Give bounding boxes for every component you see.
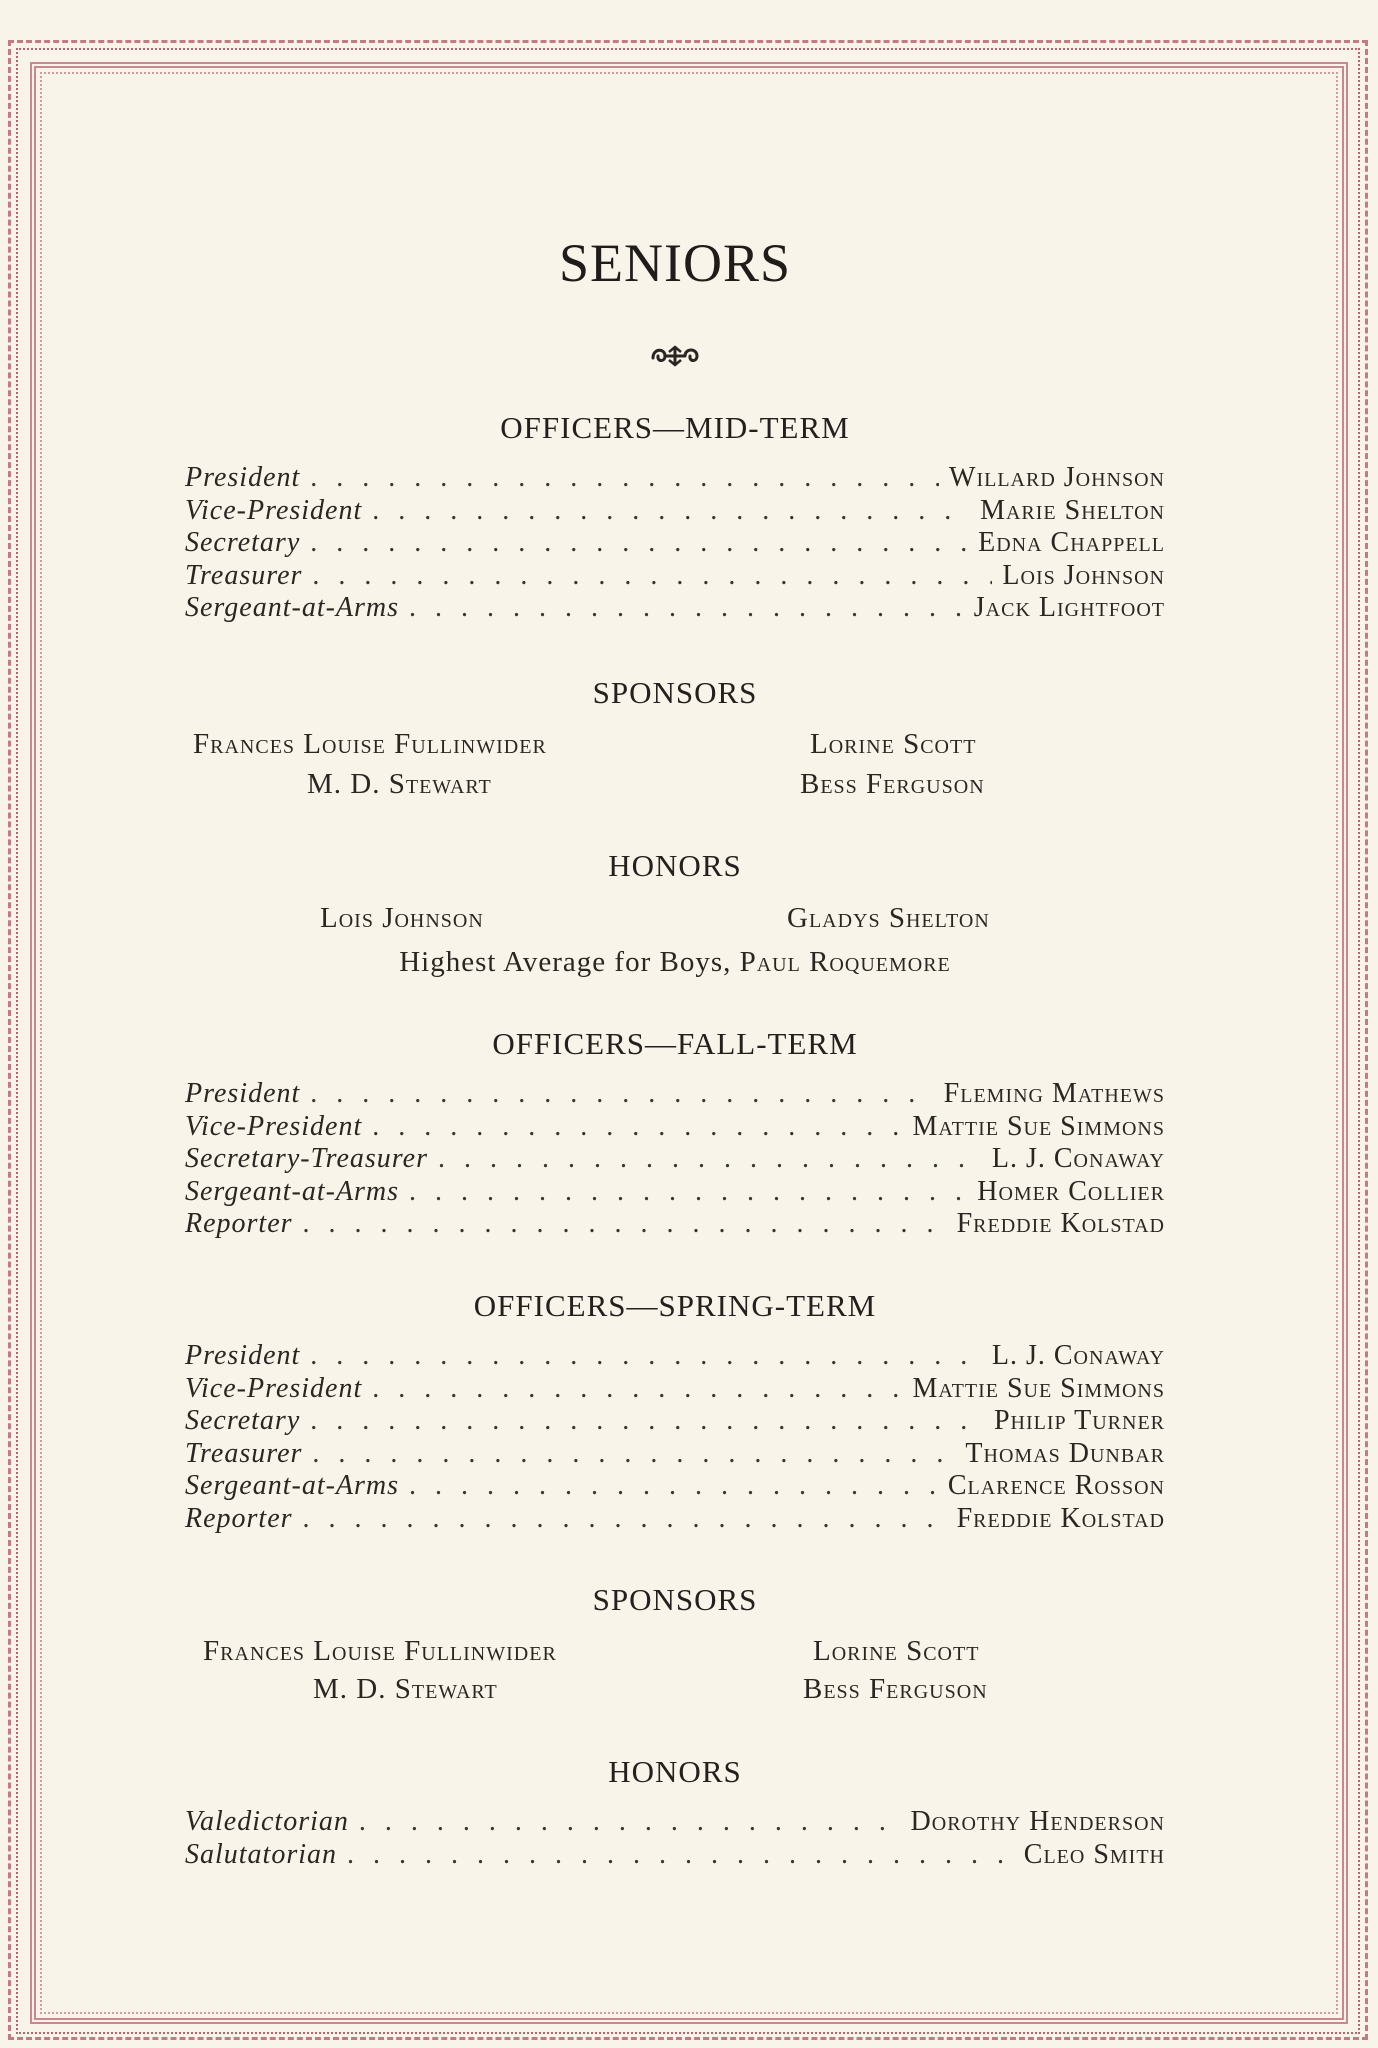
dot-leader (409, 1176, 967, 1208)
honors-row (185, 902, 1165, 942)
mid-term-sponsors-heading: SPONSORS (592, 675, 758, 710)
honoree-name: Gladys Shelton (787, 902, 990, 934)
officer-name: Willard Johnson (949, 462, 1165, 493)
officer-role: Vice-President (185, 1110, 363, 1142)
honoree-name: Lois Johnson (320, 902, 484, 934)
spring-term-honors (185, 1806, 1165, 1871)
sponsor-name: Frances Louise Fullinwider (203, 1635, 557, 1667)
highest-average-label: Highest Average for Boys, (399, 946, 732, 978)
officer-role: Vice-President (185, 1372, 363, 1404)
dot-leader (312, 560, 992, 592)
dot-leader (310, 1405, 984, 1437)
officer-name: Edna Chappell (978, 527, 1165, 558)
honor-row (185, 1839, 1165, 1872)
officer-row (185, 1111, 1165, 1144)
dot-leader (310, 527, 968, 559)
sponsor-name: Lorine Scott (813, 1635, 980, 1667)
spring-term-heading: OFFICERS—SPRING-TERM (473, 1288, 877, 1323)
dot-leader (409, 592, 964, 624)
officer-name: L. J. Conaway (991, 1143, 1165, 1174)
officer-role: President (185, 462, 301, 493)
dot-leader (372, 1111, 902, 1143)
sponsor-row (185, 1673, 1165, 1713)
sponsor-name: Bess Ferguson (800, 768, 985, 800)
officer-role: Reporter (185, 1208, 293, 1239)
honor-title: Valedictorian (185, 1806, 349, 1837)
dot-leader (372, 495, 970, 527)
officer-row (185, 1503, 1165, 1536)
officer-name: L. J. Conaway (991, 1340, 1165, 1371)
officer-role: Sergeant-at-Arms (185, 592, 400, 623)
officer-role: Secretary-Treasurer (185, 1143, 428, 1174)
mid-term-heading: OFFICERS—MID-TERM (500, 410, 850, 445)
sponsor-name: Frances Louise Fullinwider (193, 728, 547, 760)
sponsor-name: Lorine Scott (810, 728, 977, 760)
spring-term-honors-heading: HONORS (608, 1754, 742, 1789)
dot-leader (359, 1806, 901, 1838)
dot-leader (310, 462, 939, 494)
fall-term-heading: OFFICERS—FALL-TERM (492, 1026, 858, 1061)
mid-term-honors-heading: HONORS (608, 848, 742, 883)
dot-leader (303, 1503, 947, 1535)
dot-leader (372, 1373, 902, 1405)
officer-row (185, 1176, 1165, 1209)
officer-row (185, 527, 1165, 560)
officer-role: Sergeant-at-Arms (185, 1470, 400, 1501)
officer-role: Vice-President (185, 494, 363, 526)
sponsor-name: M. D. Stewart (307, 768, 492, 800)
officer-role: Sergeant-at-Arms (185, 1175, 400, 1207)
officer-row (185, 1208, 1165, 1241)
sponsor-row (185, 1635, 1165, 1675)
officer-row (185, 1143, 1165, 1176)
officer-row (185, 1405, 1165, 1438)
dot-leader (438, 1143, 982, 1175)
officer-name: Fleming Mathews (943, 1078, 1165, 1109)
highest-average-line (185, 946, 1165, 979)
officer-role: Secretary (185, 1405, 301, 1436)
sponsor-row (185, 768, 1165, 808)
officer-role: Reporter (185, 1502, 293, 1534)
officer-name: Marie Shelton (980, 494, 1165, 526)
officer-row (185, 495, 1165, 528)
officer-row (185, 560, 1165, 593)
fleuron-icon (647, 340, 703, 370)
officer-role: Treasurer (185, 1437, 303, 1469)
dot-leader (347, 1839, 1014, 1871)
officer-name: Homer Collier (977, 1175, 1165, 1207)
fall-term-officers (185, 1078, 1165, 1241)
highest-average-name: Paul Roquemore (739, 946, 951, 978)
honoree-name: Dorothy Henderson (910, 1806, 1165, 1837)
officer-name: Freddie Kolstad (956, 1208, 1165, 1239)
officer-name: Lois Johnson (1002, 559, 1165, 591)
officer-name: Freddie Kolstad (956, 1502, 1165, 1534)
officer-name: Mattie Sue Simmons (912, 1372, 1165, 1404)
officer-name: Clarence Rosson (947, 1470, 1165, 1501)
officer-name: Thomas Dunbar (965, 1437, 1165, 1469)
officer-row (185, 462, 1165, 495)
officer-name: Jack Lightfoot (973, 592, 1165, 623)
honoree-name: Cleo Smith (1023, 1838, 1165, 1870)
honor-title: Salutatorian (185, 1838, 338, 1870)
officer-role: President (185, 1340, 301, 1371)
spring-term-officers (185, 1340, 1165, 1535)
officer-row (185, 1470, 1165, 1503)
page-title: SENIORS (558, 233, 792, 293)
officer-row (185, 1340, 1165, 1373)
spring-term-sponsors-heading: SPONSORS (592, 1582, 758, 1617)
sponsor-name: M. D. Stewart (313, 1673, 498, 1705)
sponsor-name: Bess Ferguson (803, 1673, 988, 1705)
dot-leader (409, 1470, 938, 1502)
officer-name: Mattie Sue Simmons (912, 1110, 1165, 1142)
honor-row (185, 1806, 1165, 1839)
mid-term-officers (185, 462, 1165, 625)
dot-leader (310, 1078, 933, 1110)
sponsor-row (185, 728, 1165, 768)
officer-role: President (185, 1078, 301, 1109)
officer-role: Treasurer (185, 559, 303, 591)
officer-row (185, 1438, 1165, 1471)
officer-name: Philip Turner (993, 1405, 1165, 1436)
officer-row (185, 592, 1165, 625)
officer-row (185, 1373, 1165, 1406)
dot-leader (310, 1340, 982, 1372)
dot-leader (312, 1438, 955, 1470)
dot-leader (303, 1208, 947, 1240)
officer-row (185, 1078, 1165, 1111)
officer-role: Secretary (185, 527, 301, 558)
